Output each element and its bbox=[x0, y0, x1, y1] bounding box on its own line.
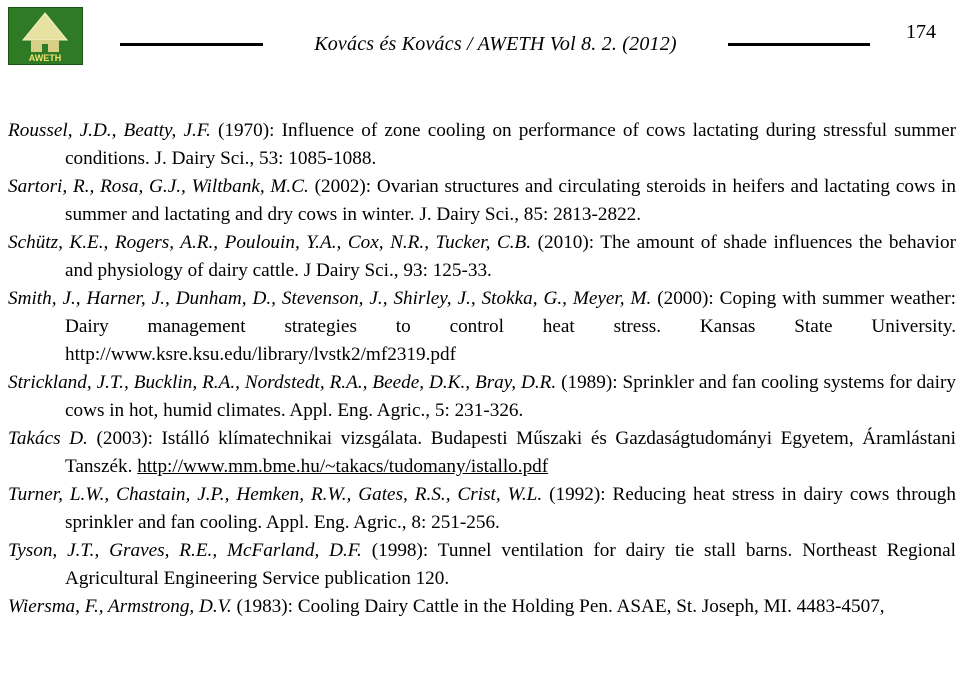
reference-details: (2000): Coping with summer weather: Dairy management strategies to control heat stress. Kansas State University. http://www.ksre.ksu.edu/library/lvstk2/mf2319.pdf bbox=[65, 288, 957, 365]
reference-item bbox=[8, 481, 956, 537]
reference-details: (1998): Tunnel ventilation for dairy tie stall barns. Northeast Regional Agricultural Engineering Service publication 120. bbox=[65, 540, 956, 589]
reference-authors: Turner, L.W., Chastain, J.P., Hemken, R.W., Gates, R.S., Crist, W.L. bbox=[8, 484, 543, 505]
reference-link[interactable]: http://www.mm.bme.hu/~takacs/tudomany/istallo.pdf bbox=[137, 456, 549, 477]
reference-item bbox=[8, 369, 956, 425]
reference-authors: Takács D. bbox=[8, 428, 88, 449]
reference-authors: Strickland, J.T., Bucklin, R.A., Nordstedt, R.A., Beede, D.K., Bray, D.R. bbox=[8, 372, 557, 393]
reference-item bbox=[8, 285, 956, 369]
reference-details: (2003): Istálló klímatechnikai vizsgálata. Budapesti Műszaki és Gazdaságtudományi Egyetem, Áramlástani Tanszék. bbox=[65, 428, 957, 477]
reference-details: (1983): Cooling Dairy Cattle in the Holding Pen. ASAE, St. Joseph, MI. 4483-4507, bbox=[231, 596, 885, 617]
reference-list bbox=[8, 117, 956, 621]
page-number: 174 bbox=[906, 21, 936, 43]
journal-logo bbox=[8, 7, 83, 65]
reference-item bbox=[8, 537, 956, 593]
reference-details: (2002): Ovarian structures and circulating steroids in heifers and lactating cows in summer and lactating and dry cows in winter. J. Dairy Sci., 85: 2813-2822. bbox=[65, 176, 956, 225]
reference-item bbox=[8, 425, 956, 481]
reference-authors: Smith, J., Harner, J., Dunham, D., Stevenson, J., Shirley, J., Stokka, G., Meyer, M. bbox=[8, 288, 652, 309]
reference-authors: Schütz, K.E., Rogers, A.R., Poulouin, Y.A., Cox, N.R., Tucker, C.B. bbox=[8, 232, 532, 253]
reference-item bbox=[8, 117, 956, 173]
reference-authors: Sartori, R., Rosa, G.J., Wiltbank, M.C. bbox=[8, 176, 309, 197]
reference-authors: Roussel, J.D., Beatty, J.F. bbox=[8, 120, 211, 141]
reference-item bbox=[8, 229, 956, 285]
running-head: Kovács és Kovács / AWETH Vol 8. 2. (2012) bbox=[314, 33, 677, 55]
reference-details: (1989): Sprinkler and fan cooling systems for dairy cows in hot, humid climates. Appl. Eng. Agric., 5: 231-326. bbox=[65, 372, 956, 421]
reference-item bbox=[8, 593, 956, 621]
reference-details: (2010): The amount of shade influences the behavior and physiology of dairy cattle. J Dairy Sci., 93: 125-33. bbox=[65, 232, 956, 281]
reference-item bbox=[8, 173, 956, 229]
header-rule-left bbox=[120, 43, 263, 46]
reference-details: (1992): Reducing heat stress in dairy cows through sprinkler and fan cooling. Appl. Eng. Agric., 8: 251-256. bbox=[65, 484, 956, 533]
header-rule-right bbox=[728, 43, 870, 46]
logo-emblem-icon bbox=[9, 8, 82, 64]
reference-authors: Wiersma, F., Armstrong, D.V. bbox=[8, 596, 232, 617]
reference-details: (1970): Influence of zone cooling on performance of cows lactating during stressful summer conditions. J. Dairy Sci., 53: 1085-1088. bbox=[65, 120, 956, 169]
logo-text: AWETH bbox=[28, 53, 62, 63]
reference-authors: Tyson, J.T., Graves, R.E., McFarland, D.F. bbox=[8, 540, 362, 561]
